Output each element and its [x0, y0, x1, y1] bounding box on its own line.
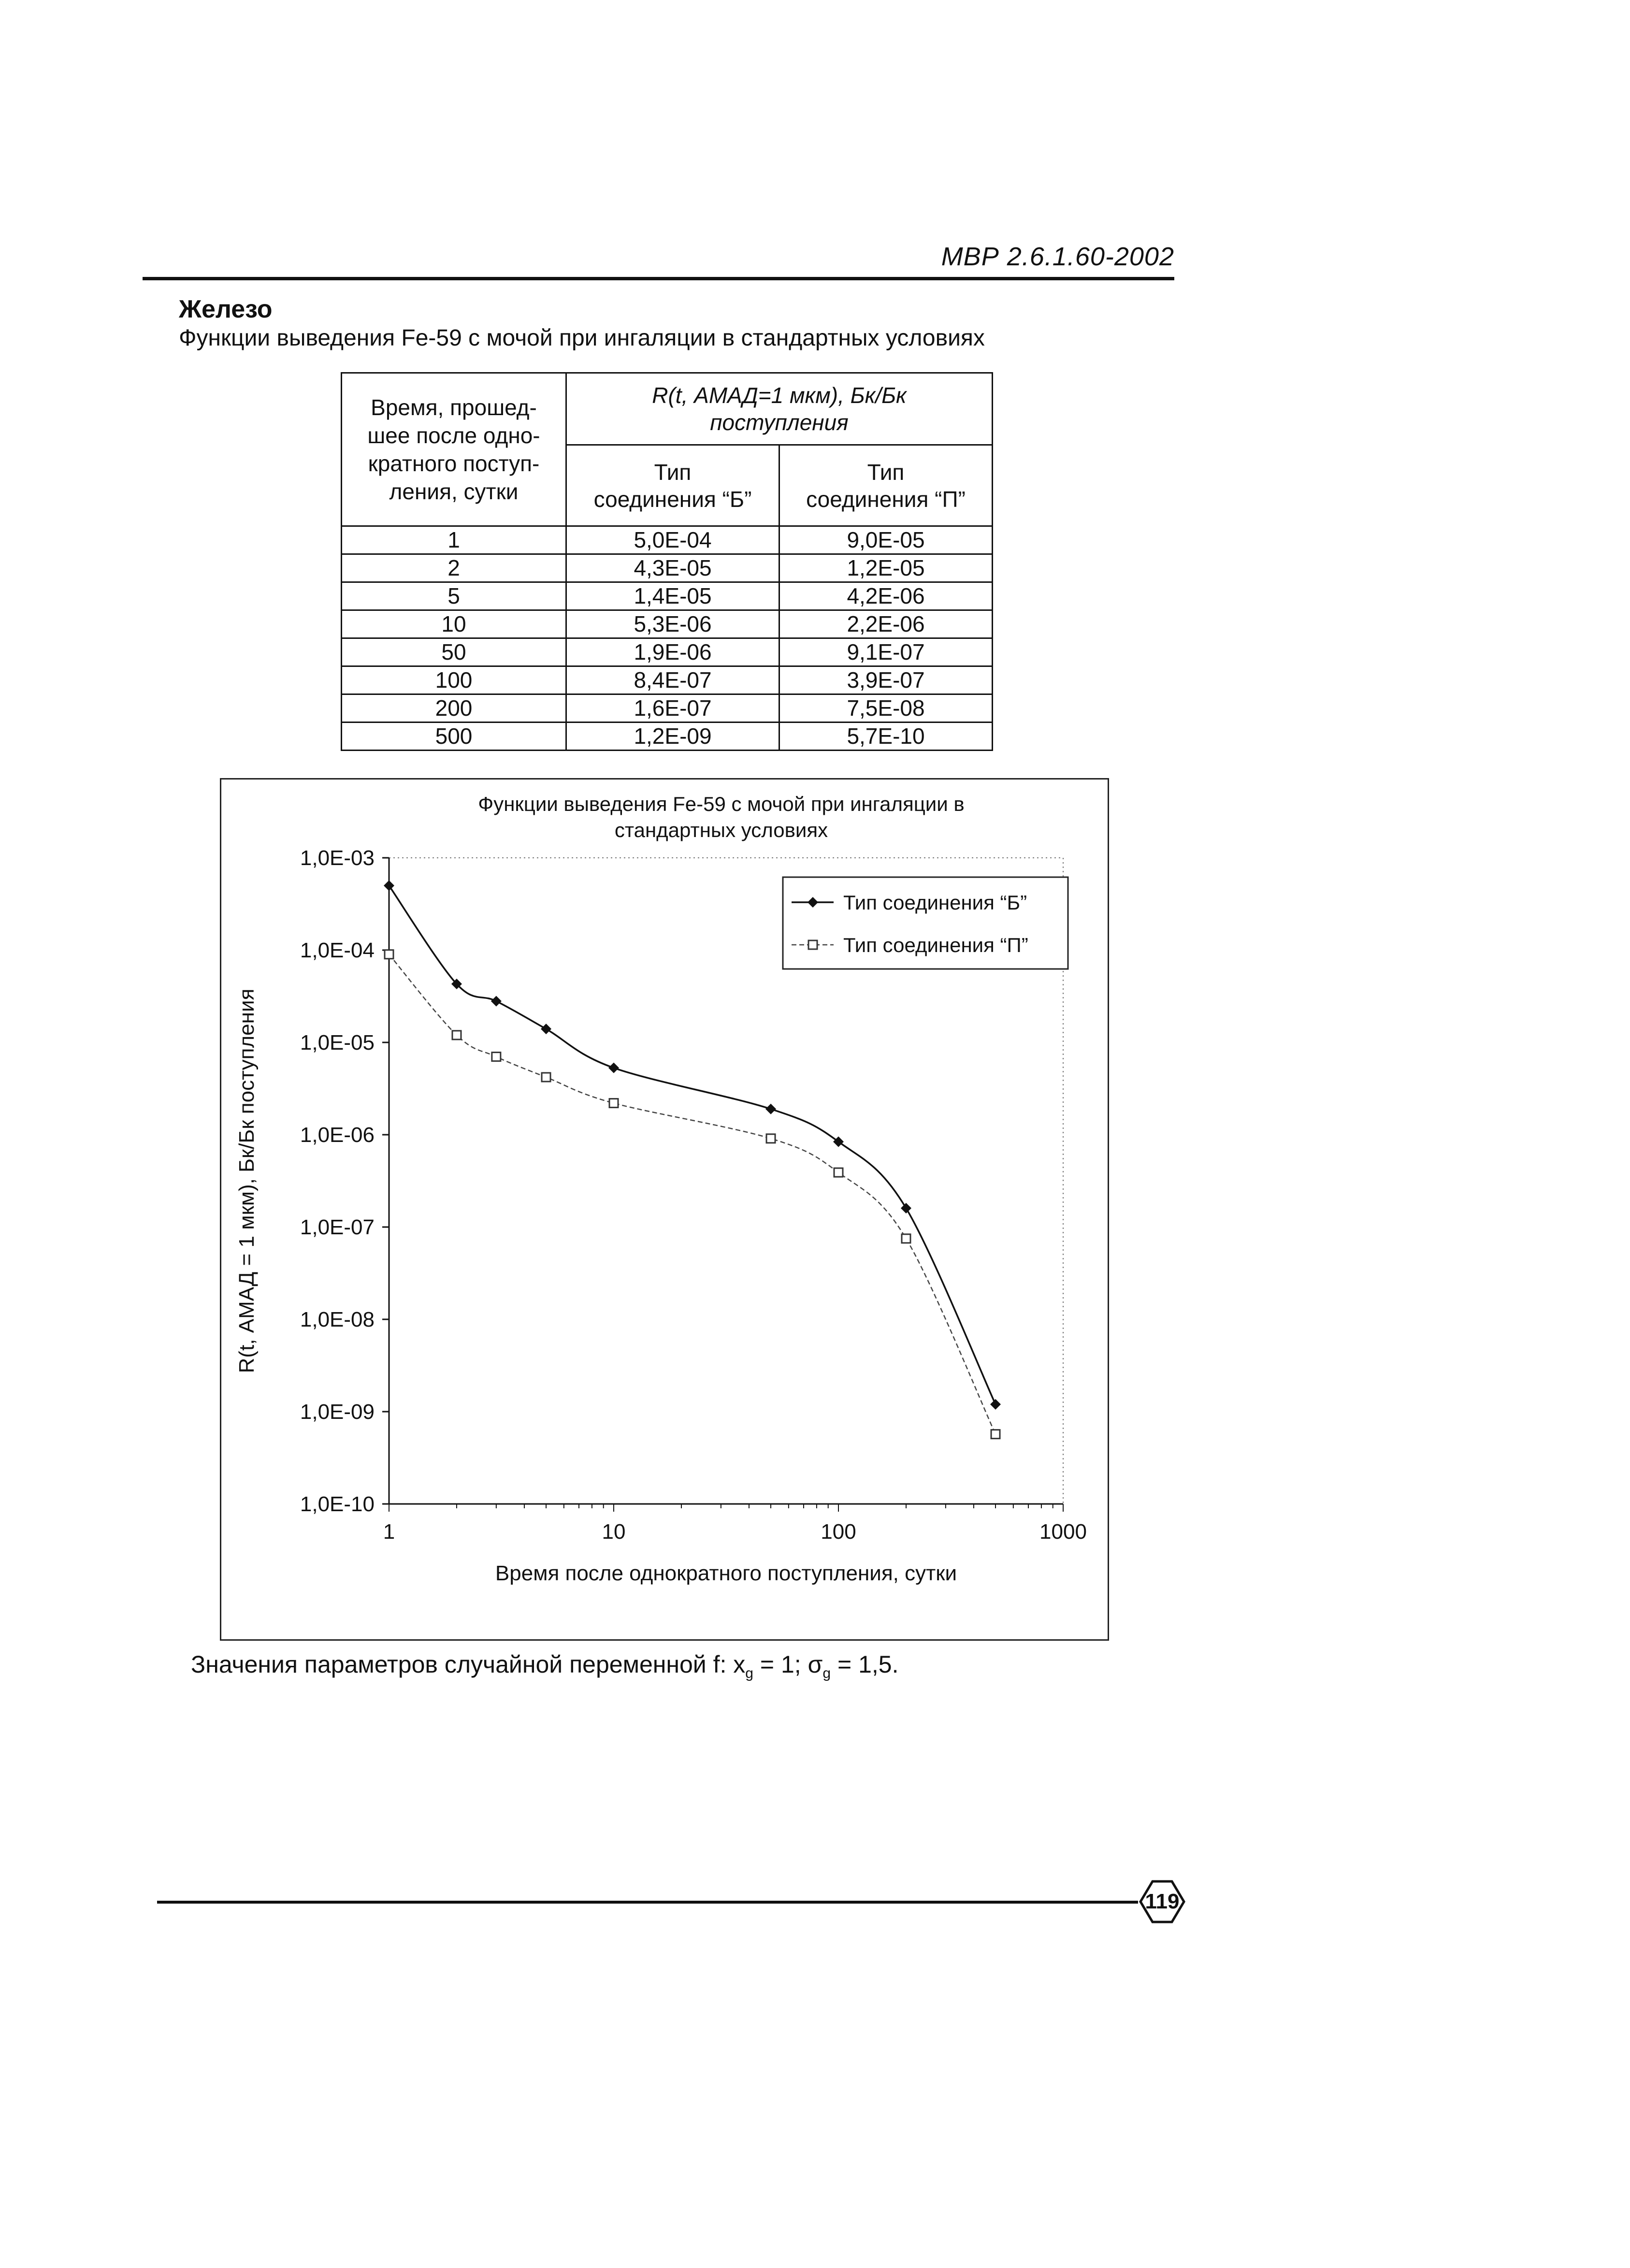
x-tick-label: 10: [602, 1520, 626, 1544]
y-tick-label: 1,0E-09: [300, 1400, 375, 1424]
y-tick-label: 1,0E-10: [300, 1492, 375, 1516]
legend-label-type-b: Тип соединения “Б”: [843, 891, 1027, 914]
cell-type-p: 1,2E-05: [779, 554, 993, 582]
data-point-type-b: [990, 1399, 1001, 1410]
document-code: МВР 2.6.1.60-2002: [941, 242, 1174, 271]
y-tick-label: 1,0E-08: [300, 1308, 375, 1331]
cell-type-p: 9,0E-05: [779, 526, 993, 554]
data-point-type-p: [452, 1031, 461, 1040]
header-r-line: R(t, АМАД=1 мкм), Бк/Бк: [652, 383, 907, 408]
cell-type-b: 1,9E-06: [566, 638, 779, 666]
x-tick-label: 1: [383, 1520, 395, 1544]
cell-type-b: 1,4E-05: [566, 582, 779, 610]
cell-type-p: 2,2E-06: [779, 610, 993, 638]
cell-type-b: 1,6E-07: [566, 694, 779, 722]
data-point-type-p: [902, 1234, 910, 1243]
header-time-line: Время, прошед-: [371, 395, 537, 420]
x-tick-label: 1000: [1039, 1520, 1087, 1544]
cell-type-p: 3,9E-07: [779, 666, 993, 694]
table-row: [342, 638, 993, 666]
header-rule: [143, 277, 1174, 280]
y-tick-label: 1,0E-06: [300, 1123, 375, 1147]
header-r-line: поступления: [710, 410, 849, 435]
cell-time: 5: [342, 582, 566, 610]
chart-title-line1: Функции выведения Fe-59 с мочой при ингаляции в: [478, 793, 965, 815]
header-time: [342, 373, 566, 526]
header-time-line: кратного поступ-: [368, 451, 540, 476]
cell-time: 100: [342, 666, 566, 694]
header-type-b: [566, 445, 779, 526]
cell-time: 50: [342, 638, 566, 666]
data-point-type-p: [834, 1168, 843, 1177]
data-point-type-b: [765, 1104, 776, 1114]
data-point-type-b: [608, 1063, 619, 1073]
data-point-type-p: [991, 1430, 1000, 1439]
cell-type-b: 1,2E-09: [566, 722, 779, 751]
data-table: [341, 372, 993, 751]
cell-time: 200: [342, 694, 566, 722]
footer-rule: [157, 1901, 1138, 1904]
data-point-type-p: [609, 1099, 618, 1108]
table-row: [342, 694, 993, 722]
y-tick-label: 1,0E-03: [300, 846, 375, 870]
table-row: [342, 582, 993, 610]
data-point-type-b: [491, 996, 502, 1007]
cell-type-b: 4,3E-05: [566, 554, 779, 582]
cell-time: 2: [342, 554, 566, 582]
footnote-suffix: = 1,5.: [831, 1651, 899, 1678]
table-row: [342, 554, 993, 582]
table-row: [342, 526, 993, 554]
data-point-type-p: [385, 950, 393, 959]
header-type-p-line: Тип: [867, 459, 905, 485]
section-subtitle: Функции выведения Fe-59 с мочой при ингаляции в стандартных условиях: [179, 325, 985, 351]
data-point-type-b: [541, 1024, 551, 1034]
header-type-p-line: соединения “П”: [806, 486, 966, 512]
y-tick-label: 1,0E-05: [300, 1031, 375, 1055]
footnote-sub-sg: g: [822, 1665, 831, 1681]
header-r: [566, 373, 993, 445]
table-row: [342, 610, 993, 638]
data-point-type-p: [766, 1134, 775, 1143]
cell-type-b: 8,4E-07: [566, 666, 779, 694]
x-tick-label: 100: [821, 1520, 856, 1544]
cell-type-b: 5,0E-04: [566, 526, 779, 554]
section-title: Железо: [179, 295, 273, 323]
footnote: [191, 1650, 899, 1682]
cell-type-p: 9,1E-07: [779, 638, 993, 666]
x-axis-label: Время после однократного поступления, сутки: [495, 1561, 957, 1585]
footnote-prefix: Значения параметров случайной переменной f: x: [191, 1651, 746, 1678]
data-point-type-p: [492, 1053, 501, 1061]
cell-time: 500: [342, 722, 566, 751]
legend-marker-type-p: [808, 940, 817, 949]
cell-time: 1: [342, 526, 566, 554]
y-axis-label: R(t, АМАД = 1 мкм), Бк/Бк поступления: [235, 988, 259, 1373]
data-point-type-b: [384, 880, 394, 891]
cell-type-p: 4,2E-06: [779, 582, 993, 610]
y-tick-label: 1,0E-07: [300, 1215, 375, 1239]
footnote-mid: = 1; σ: [753, 1651, 823, 1678]
data-point-type-p: [542, 1073, 550, 1082]
cell-type-p: 7,5E-08: [779, 694, 993, 722]
page-number: 119: [1145, 1890, 1180, 1913]
legend-label-type-p: Тип соединения “П”: [843, 934, 1028, 956]
header-type-b-line: Тип: [654, 459, 692, 485]
y-tick-label: 1,0E-04: [300, 939, 375, 962]
header-type-p: [779, 445, 993, 526]
table-row: [342, 722, 993, 751]
header-time-line: ления, сутки: [389, 479, 519, 504]
chart: [220, 778, 1109, 1641]
cell-type-b: 5,3E-06: [566, 610, 779, 638]
series-line-type-p: [389, 954, 995, 1434]
cell-time: 10: [342, 610, 566, 638]
cell-type-p: 5,7E-10: [779, 722, 993, 751]
header-type-b-line: соединения “Б”: [593, 486, 752, 512]
footnote-sub-xg: g: [745, 1665, 753, 1681]
chart-title-line2: стандартных условиях: [614, 819, 828, 841]
data-point-type-b: [901, 1203, 911, 1213]
table-row: [342, 666, 993, 694]
header-time-line: шее после одно-: [367, 423, 540, 448]
